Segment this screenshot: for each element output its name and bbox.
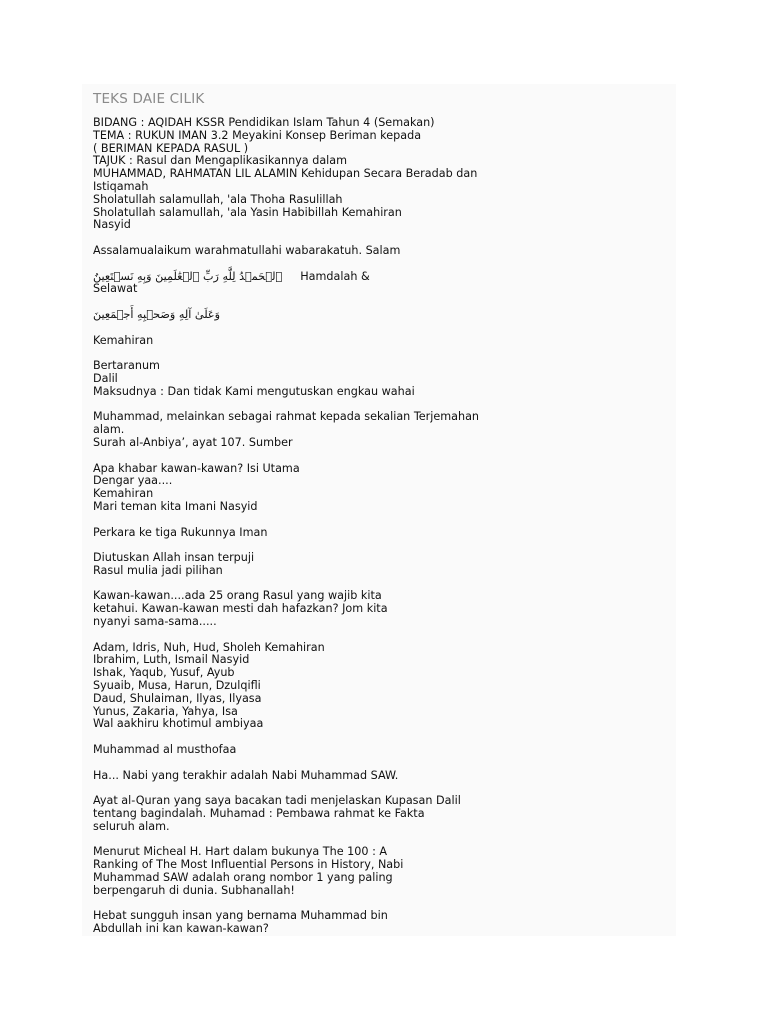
header-line: Nasyid	[93, 218, 131, 232]
paragraph-line: Yunus, Zakaria, Yahya, Isa	[93, 704, 238, 718]
paragraph-line: Ishak, Yaqub, Yusuf, Ayub	[93, 666, 235, 680]
arabic-selawat-row	[93, 309, 513, 322]
paragraph-line: Dalil	[93, 371, 118, 385]
paragraph-line: alam.	[93, 423, 125, 437]
paragraph-line: Surah al-Anbiya’, ayat 107. Sumber	[93, 435, 293, 449]
paragraph-line: Bertaranum	[93, 359, 160, 373]
paragraph-line: Wal aakhiru khotimul ambiyaa	[93, 717, 264, 731]
header-line: Sholatullah salamullah, 'ala Thoha Rasulillah	[93, 192, 343, 206]
kawan-block	[93, 590, 513, 628]
paragraph-line: Muhammad, melainkan sebagai rahmat kepada sekalian Terjemahan	[93, 410, 480, 424]
header-line: Istiqamah	[93, 179, 149, 193]
paragraph-line: Menurut Micheal H. Hart dalam bukunya The 100 : A	[93, 845, 388, 859]
paragraph-line: ketahui. Kawan-kawan mesti dah hafazkan? Jom kita	[93, 602, 388, 616]
paragraph-line: Hebat sungguh insan yang bernama Muhammad bin	[93, 909, 388, 923]
dalil-block	[93, 360, 513, 398]
paragraph-line: Apa khabar kawan-kawan? Isi Utama	[93, 461, 300, 475]
header-line: TAJUK : Rasul dan Mengaplikasikannya dalam	[93, 154, 348, 168]
paragraph-line: berpengaruh di dunia. Subhanallah!	[93, 883, 295, 897]
terjemahan-block	[93, 411, 513, 449]
paragraph-line: Daud, Shulaiman, Ilyas, Ilyasa	[93, 691, 262, 705]
diutuskan-block	[93, 552, 513, 578]
arabic-hamdalah-row	[93, 271, 513, 284]
document-title: TEKS DAIE CILIK	[93, 91, 205, 107]
selawat-label: Selawat	[93, 282, 138, 296]
hebat-block	[93, 910, 513, 936]
rasul-list-block	[93, 642, 513, 732]
paragraph-line: Kawan-kawan....ada 25 orang Rasul yang wajib kita	[93, 589, 382, 603]
paragraph-line: Syuaib, Musa, Harun, Dzulqifli	[93, 679, 261, 693]
hamdalah-label: Hamdalah &	[300, 269, 370, 283]
document-content	[93, 90, 513, 936]
isi-utama-block	[93, 463, 513, 514]
ayat-block	[93, 795, 513, 833]
header-block	[93, 117, 513, 232]
paragraph-line: Maksudnya : Dan tidak Kami mengutuskan engkau wahai	[93, 384, 415, 398]
musthofaa-line: Muhammad al musthofaa	[93, 743, 237, 757]
nabi-terakhir-line: Ha... Nabi yang terakhir adalah Nabi Muhammad SAW.	[93, 768, 399, 782]
header-line: ( BERIMAN KEPADA RASUL )	[93, 141, 249, 155]
paragraph-line: Muhammad SAW adalah orang nombor 1 yang paling	[93, 871, 393, 885]
perkara-line: Perkara ke tiga Rukunnya Iman	[93, 525, 268, 539]
header-line: TEMA : RUKUN IMAN 3.2 Meyakini Konsep Beriman kepada	[93, 128, 422, 142]
paragraph-line: seluruh alam.	[93, 819, 170, 833]
paragraph-line: Ranking of The Most Influential Persons in History, Nabi	[93, 858, 404, 872]
paragraph-line: Adam, Idris, Nuh, Hud, Sholeh Kemahiran	[93, 640, 325, 654]
paragraph-line: Abdullah ini kan kawan-kawan?	[93, 922, 269, 936]
paragraph-line: nyanyi sama-sama.....	[93, 615, 217, 629]
paragraph-line: Ayat al-Quran yang saya bacakan tadi menjelaskan Kupasan Dalil	[93, 794, 461, 808]
arabic-hamdalah-text: ٱلۡحَمۡدُ لِلَّهِ رَبِّ ٱلۡعَٰلَمِينَ وَبِهِ نَسۡتَعِينُ	[93, 269, 283, 283]
header-line: BIDANG : AQIDAH KSSR Pendidikan Islam Tahun 4 (Semakan)	[93, 116, 435, 129]
paragraph-line: Kemahiran	[93, 487, 154, 501]
header-line: Sholatullah salamullah, 'ala Yasin Habibillah Kemahiran	[93, 205, 402, 219]
greeting-line: Assalamualaikum warahmatullahi wabarakatuh. Salam	[93, 243, 401, 257]
paragraph-line: Dengar yaa....	[93, 474, 173, 488]
header-line: MUHAMMAD, RAHMATAN LIL ALAMIN Kehidupan Secara Beradab dan	[93, 167, 478, 181]
paragraph-line: Mari teman kita Imani Nasyid	[93, 499, 258, 513]
hart-block	[93, 846, 513, 897]
paragraph-line: tentang bagindalah. Muhamad : Pembawa rahmat ke Fakta	[93, 807, 425, 821]
arabic-selawat-text: وَعَلَىٰ آلِهِ وَصَحۡبِهِ أَجۡمَعِينَ	[93, 307, 220, 321]
paragraph-line: Ibrahim, Luth, Ismail Nasyid	[93, 653, 250, 667]
paragraph-line: Diutuskan Allah insan terpuji	[93, 551, 255, 565]
kemahiran-line: Kemahiran	[93, 333, 154, 347]
paragraph-line: Rasul mulia jadi pilihan	[93, 563, 223, 577]
